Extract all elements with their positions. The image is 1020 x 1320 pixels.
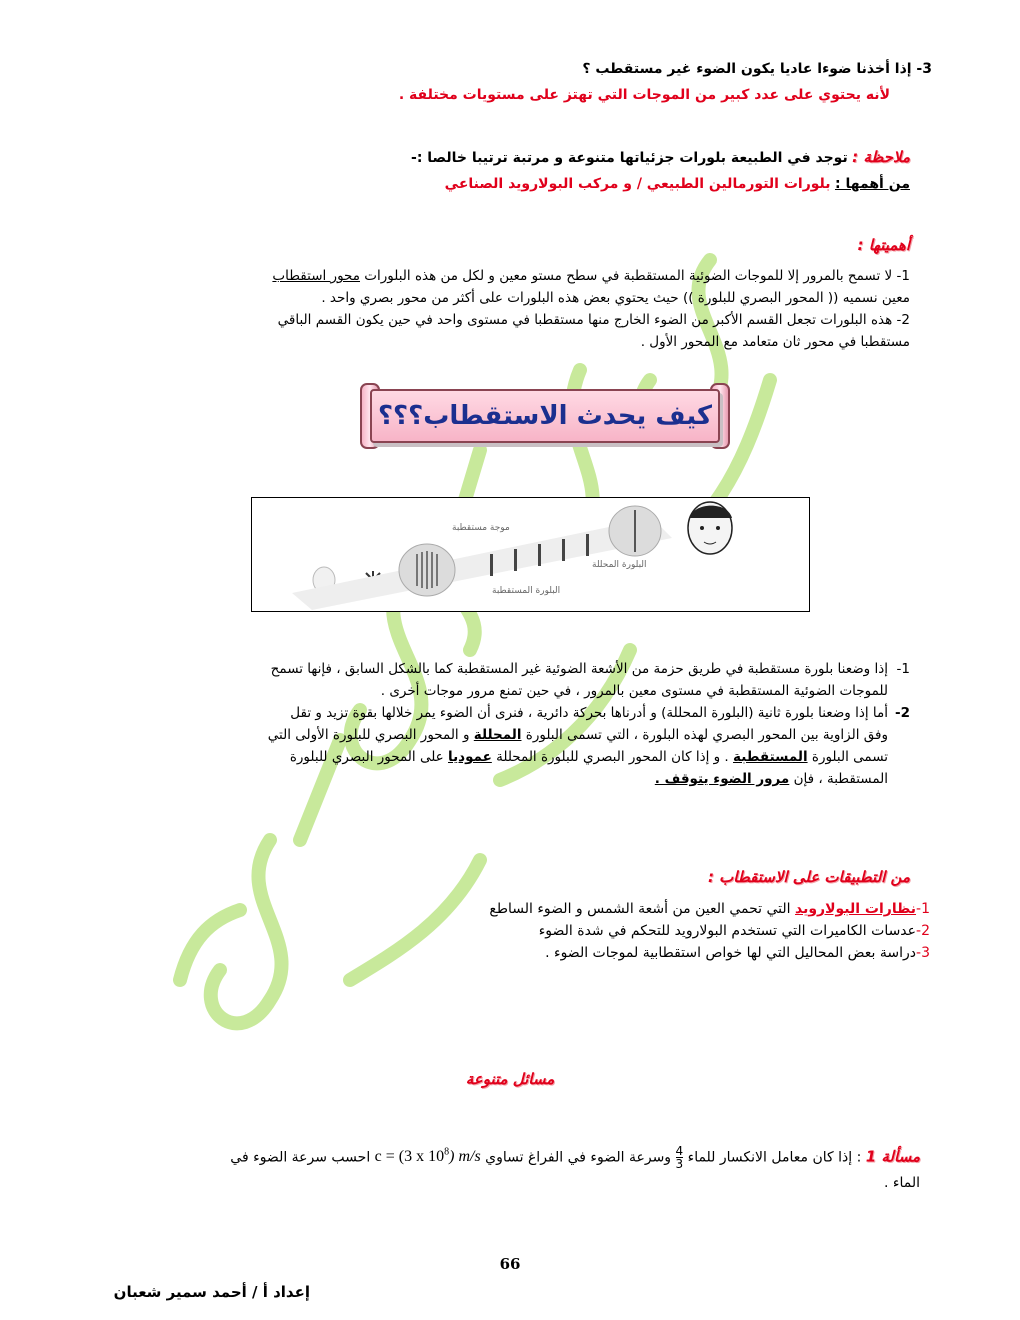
explain-2-line-4-a: المستقطبة ، فإن [789,771,888,787]
explain-2-line-1: أما إذا وضعنا بلورة ثانية (البلورة المحللة) و أدرناها بحركة دائرية ، فنرى أن الضوء يمر خلالها بقوة تزيد و تقل [290,705,888,721]
application-2-number: 2- [916,923,930,939]
problem-1-line-2: الماء . [884,1175,920,1192]
explain-1-line-2: للموجات الضوئية المستقطبة في مستوى معين بالمرور ، في حين تمنع مرور موجات أخرى . [380,683,888,699]
application-item-1 [380,898,930,920]
application-item-2 [380,920,930,942]
q3-question [300,61,932,77]
application-item-3 [380,942,930,964]
problem-1-text-b: وسرعة الضوء في الفراغ تساوي [480,1149,676,1166]
problem-1-text-a: : إذا كان معامل الانكسار للماء [683,1149,866,1166]
application-2-text: عدسات الكاميرات التي تستخدم البولارويد للتحكم في شدة الضوء [538,923,917,939]
importance-line-1 [120,265,910,287]
problem-1-text-c: احسب سرعة الضوء في [230,1149,375,1166]
author-credit: إعداد أ / أحمد سمير شعبان [113,1283,310,1301]
explain-2-line-2-c: و المحور البصري للبلورة الأولى التي [267,727,474,743]
importance-line-4: مستقطبا في محور ثان متعامد مع المحور الأول . [640,334,910,350]
explain-2-line-3-c: . و إذا كان المحور البصري للبلورة المحللة [491,749,734,765]
observer-face-icon [688,502,732,554]
applications-list [380,898,930,964]
formula-exponent: 8 [444,1147,450,1158]
fraction [676,1145,684,1170]
problems-title: مسائل متنوعة [465,1070,555,1088]
explain-2-line-4 [120,768,888,790]
polarizer-disc [399,544,455,596]
term-polarizer: المستقطبة [733,749,808,765]
application-1-text: التي تحمي العين من أشعة الشمس و الضوء الساطع [489,901,795,917]
explain-2-number: 2- [894,705,910,721]
formula-base: c = (3 x 10 [374,1148,445,1166]
explain-item-1 [120,658,910,702]
explain-2-line-3 [120,746,888,768]
most-important-label: من أهمها : [834,176,910,192]
note-label: ملاحظة : [852,148,910,166]
importance-line-1-text: 1- لا تسمح بالمرور إلا للموجات الضوئية المستقطبة في سطح مستو معين و لكل من هذه البلورات [360,268,910,284]
problem-1-label: مسألة 1 [865,1147,920,1166]
term-light-stops: مرور الضوء يتوقف . [654,771,790,787]
note-text: توجد في الطبيعة بلورات جزئياتها متنوعة و مرتبة ترتيبا خالصا :- [411,150,848,166]
label-analyzer: البلورة المحللة [592,560,647,570]
explain-1-line-1: إذا وضعنا بلورة مستقطبة في طريق حزمة من الأشعة الضوئية غير المستقطبة كما بالشكل السابق ، فإنها تسمح [270,661,888,677]
application-3-text: دراسة بعض المحاليل التي لها خواص استقطابية لموجات الضوء . [545,945,917,961]
page-number: 66 [499,1255,521,1273]
explain-1-number: 1- [896,661,910,677]
problem-1-line-1 [110,1140,920,1170]
term-analyzer: المحللة [473,727,522,743]
term-perpendicular: عموديا [448,749,492,765]
importance-line-2: معين نسميه (( المحور البصري للبلورة )) حيث يحتوي بعض هذه البلورات على أكثر من محور بصري واحد . [321,290,910,306]
fraction-numerator: 4 [675,1143,684,1158]
applications-title: من التطبيقات على الاستقطاب : [707,868,910,886]
explain-2-line-3-a: تسمى البلورة [807,749,888,765]
problem-1 [110,1140,920,1196]
application-1-term: نظارات البولارويد [794,901,917,917]
explain-2-line-2-a: وفق الزاوية بين المحور البصري لهذه البلورة ، التي تسمى البلورة [521,727,888,743]
speed-formula [375,1148,481,1165]
fraction-denominator: 3 [675,1156,684,1171]
explain-item-2 [120,702,910,790]
explanation [120,658,910,790]
analyzer-disc [609,506,661,556]
banner-title: كيف يحدث الاستقطاب؟؟؟ [370,389,720,443]
importance-title: أهميتها : [857,236,910,254]
banner-scroll [360,383,730,449]
polarization-figure [251,497,810,612]
note-line [180,148,910,166]
most-important-text: بلورات التورمالين الطبيعي / و مركب البولارويد الصناعي [444,176,831,192]
importance-line-3: 2- هذه البلورات تجعل القسم الأكبر من الضوء الخارج منها مستقطبا في مستوى واحد في حين يكون القسم الباقي [277,312,910,328]
application-1-number: 1- [916,901,930,917]
explain-2-line-3-e: على المحور البصري للبلورة [289,749,449,765]
label-polarized-wave: موجة مستقطبة [452,523,510,533]
importance-line-1-underlined: محور استقطاب [272,268,360,284]
q3-answer: لأنه يحتوي على عدد كبير من الموجات التي تهتز على مستويات مختلفة . [398,87,890,103]
importance-body [120,265,910,353]
label-polarizer: البلورة المستقطبة [492,586,561,596]
application-3-number: 3- [916,945,930,961]
note-most-important [180,176,910,192]
formula-unit: ) m/s [449,1148,481,1166]
q3-question-text: - إذا أخذنا ضوءا عاديا يكون الضوء غير مستقطب ؟ [582,61,923,77]
q3-number: 3 [922,61,932,77]
explain-2-line-2 [120,724,888,746]
